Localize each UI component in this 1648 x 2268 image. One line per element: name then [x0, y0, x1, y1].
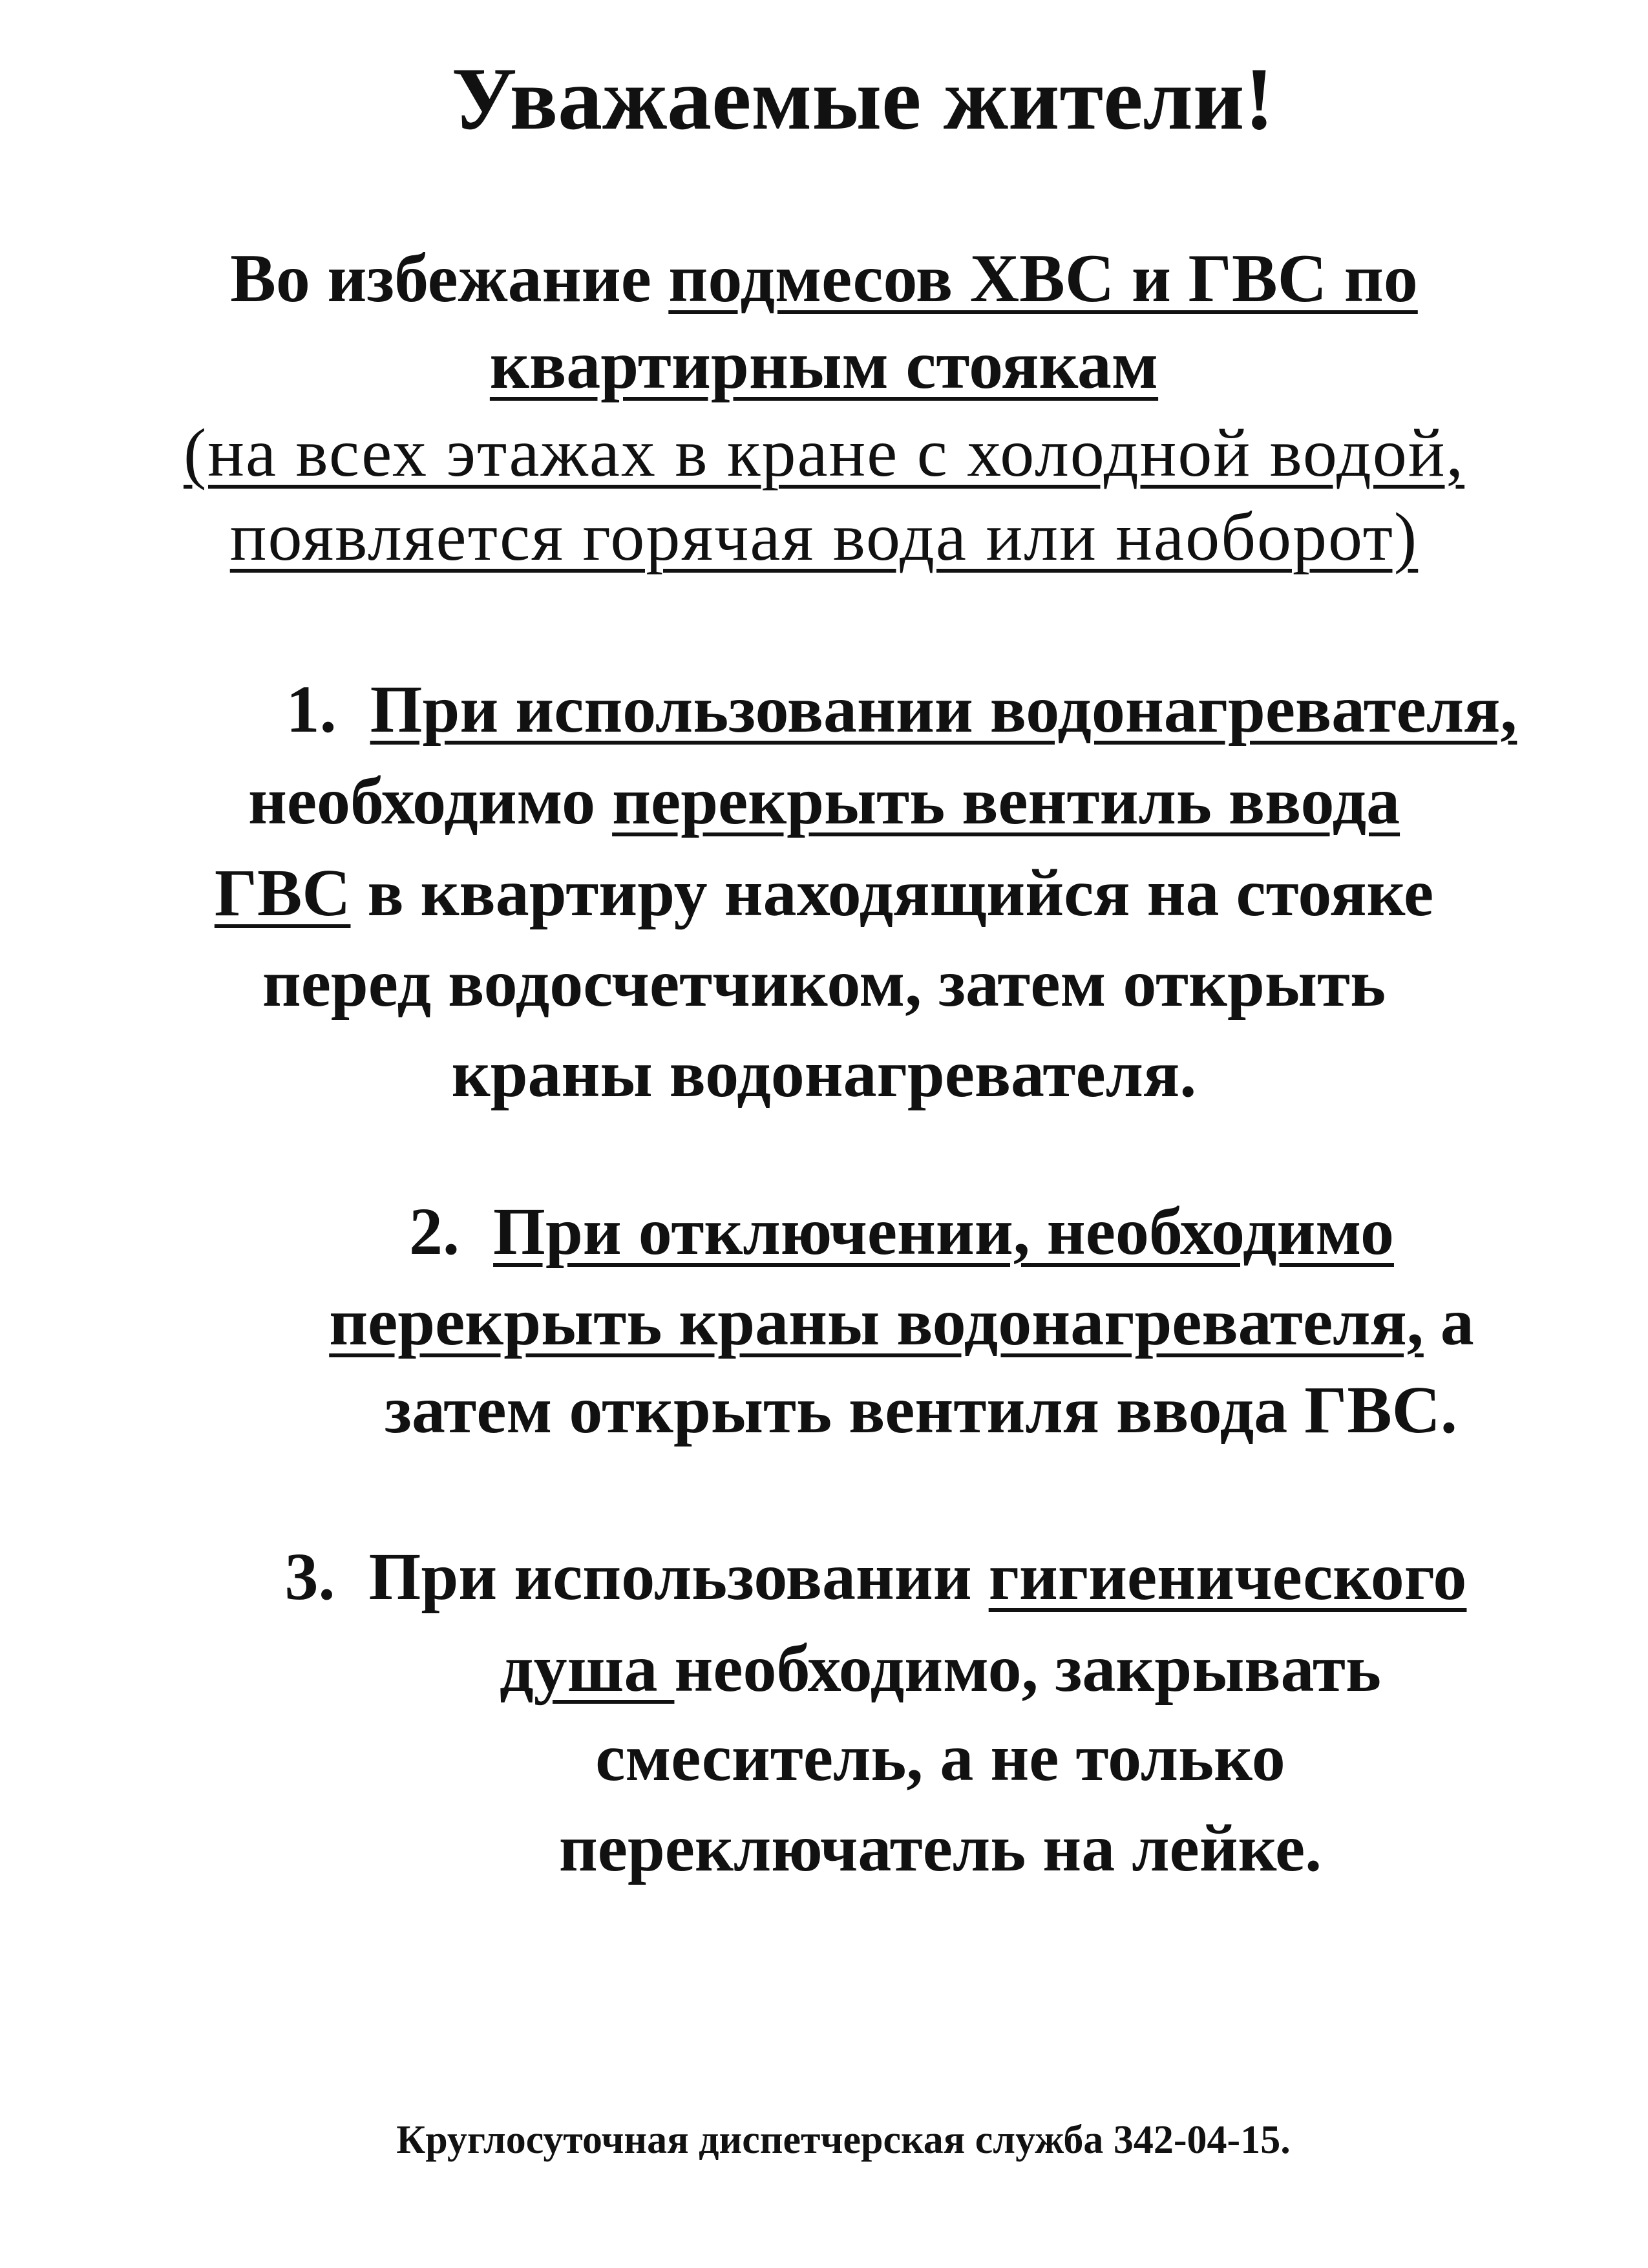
- item-3-line-4: [0, 1811, 1648, 1885]
- item-3-line-3: [0, 1721, 1648, 1795]
- item-1-line-5: [0, 1037, 1648, 1111]
- item-1-line-4: [0, 946, 1648, 1021]
- item-3-underlined-text: гигиенического: [988, 1540, 1467, 1614]
- item-3-text: При использовании: [368, 1540, 989, 1614]
- item-number: 1.: [286, 672, 337, 747]
- title-text: Уважаемые жители!: [451, 49, 1274, 148]
- intro-line-2: [0, 327, 1648, 403]
- item-2-underlined-text: При отключении, необходимо: [493, 1194, 1394, 1269]
- page-title: [0, 49, 1648, 148]
- intro-underlined-text: подмесов ХВС и ГВС по: [668, 240, 1418, 316]
- item-2-line-3: [0, 1373, 1648, 1447]
- footer-text: Круглосуточная диспетчерская служба 342-04-15.: [396, 2118, 1291, 2162]
- item-1-line-3: [0, 856, 1648, 930]
- item-2-text: а: [1423, 1285, 1474, 1359]
- item-2-line-2: [0, 1285, 1648, 1359]
- item-3-text: необходимо, закрывать: [674, 1631, 1381, 1706]
- intro-line-3: [0, 415, 1648, 491]
- item-1-underlined-text: перекрыть вентиль ввода: [612, 764, 1400, 838]
- item-1-text: краны водонагревателя.: [451, 1037, 1197, 1111]
- item-3-text: переключатель на лейке.: [558, 1811, 1322, 1885]
- item-1-underlined-text: ГВС: [214, 856, 351, 930]
- intro-text: Во избежание: [230, 240, 669, 316]
- item-1-line-1: [0, 672, 1648, 747]
- item-3-line-1: [0, 1540, 1648, 1614]
- item-2-underlined-text: перекрыть краны водонагревателя,: [329, 1285, 1424, 1359]
- item-1-line-2: [0, 764, 1648, 838]
- item-1-underlined-text: При использовании водонагревателя,: [370, 672, 1517, 747]
- item-number: 3.: [284, 1540, 335, 1614]
- item-2-line-1: [0, 1194, 1648, 1269]
- item-3-line-2: [0, 1631, 1648, 1706]
- intro-line-4: [0, 499, 1648, 575]
- item-number: 2.: [409, 1194, 460, 1269]
- item-1-text: перед водосчетчиком, затем открыть: [262, 946, 1386, 1021]
- item-3-text: смеситель, а не только: [595, 1721, 1285, 1795]
- dispatch-service-footer: [0, 2120, 1648, 2160]
- item-1-text: в квартиру находящийся на стояке: [350, 856, 1434, 930]
- intro-line-1: [0, 240, 1648, 316]
- item-1-text: необходимо: [248, 764, 613, 838]
- intro-underlined-text: квартирным стоякам: [489, 327, 1159, 403]
- item-3-underlined-text: душа: [500, 1631, 675, 1706]
- item-2-text: затем открыть вентиля ввода ГВС.: [385, 1373, 1457, 1447]
- intro-note-text: появляется горячая вода или наоборот): [229, 499, 1419, 575]
- intro-note-text: (на всех этажах в кране с холодной водой,: [183, 415, 1465, 491]
